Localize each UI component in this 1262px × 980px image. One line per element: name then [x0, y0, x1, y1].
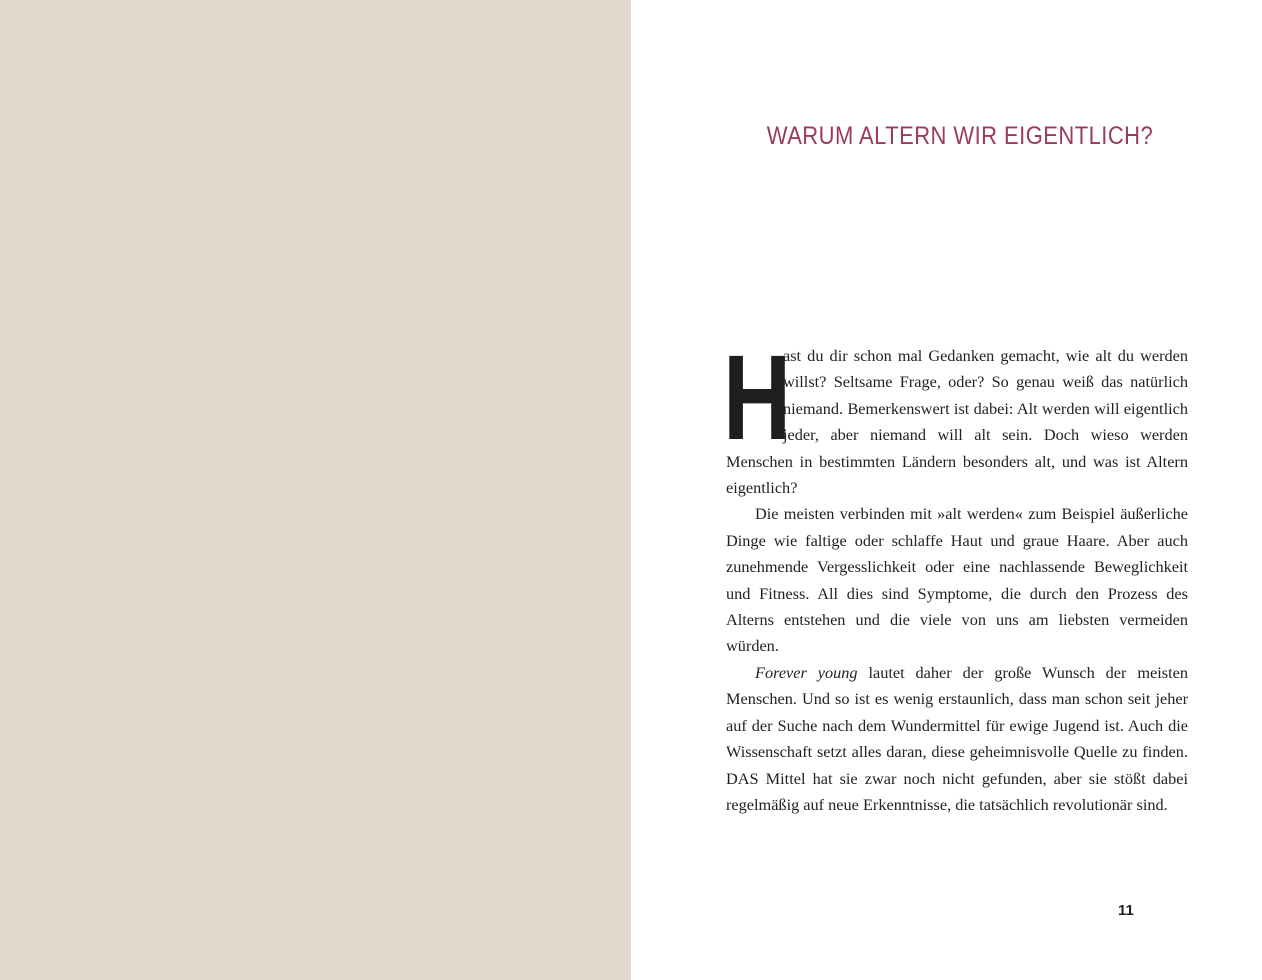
right-page [631, 0, 1262, 980]
body-text [723, 329, 1188, 818]
paragraph-3 [726, 660, 1188, 818]
paragraph-3-italic: Forever young [755, 662, 858, 682]
dropcap-letter: H [723, 329, 792, 465]
chapter-title: WARUM ALTERN WIR EIGENTLICH? [766, 122, 1154, 150]
page-number: 11 [1118, 902, 1134, 919]
paragraph-1 [723, 329, 1188, 501]
paragraph-3-text: lautet daher der große Wunsch der meisten Menschen. Und so ist es wenig erstaunlich, dass man schon seit jeher auf der Suche nach dem Wundermittel für ewige Jugend ist. Auch die Wissenschaft setzt alles daran, diese geheimnisvolle Quelle zu finden. DAS Mittel hat sie zwar noch nicht gefunden, aber sie stößt dabei regelmäßig auf neue Erkenntnisse, die tatsächlich revolutionär sind. [726, 662, 1188, 814]
paragraph-2: Die meisten verbinden mit »alt werden« zum Beispiel äußerliche Dinge wie faltige oder schlaffe Haut und graue Haare. Aber auch zunehmende Vergesslichkeit oder eine nachlassende Beweglichkeit und Fitness. All dies sind Symptome, die durch den Prozess des Alterns entstehen und die viele von uns am liebsten vermeiden würden. [726, 504, 1188, 656]
paragraph-1-text: ast du dir schon mal Gedanken gemacht, wie alt du werden willst? Seltsame Frage, oder? So genau weiß das natürlich niemand. Bemerkenswert ist dabei: Alt werden will eigentlich jeder, aber niemand will alt sein. Doch wieso werden Menschen in bestimmten Ländern besonders alt, und was ist Altern eigentlich? [726, 346, 1188, 498]
